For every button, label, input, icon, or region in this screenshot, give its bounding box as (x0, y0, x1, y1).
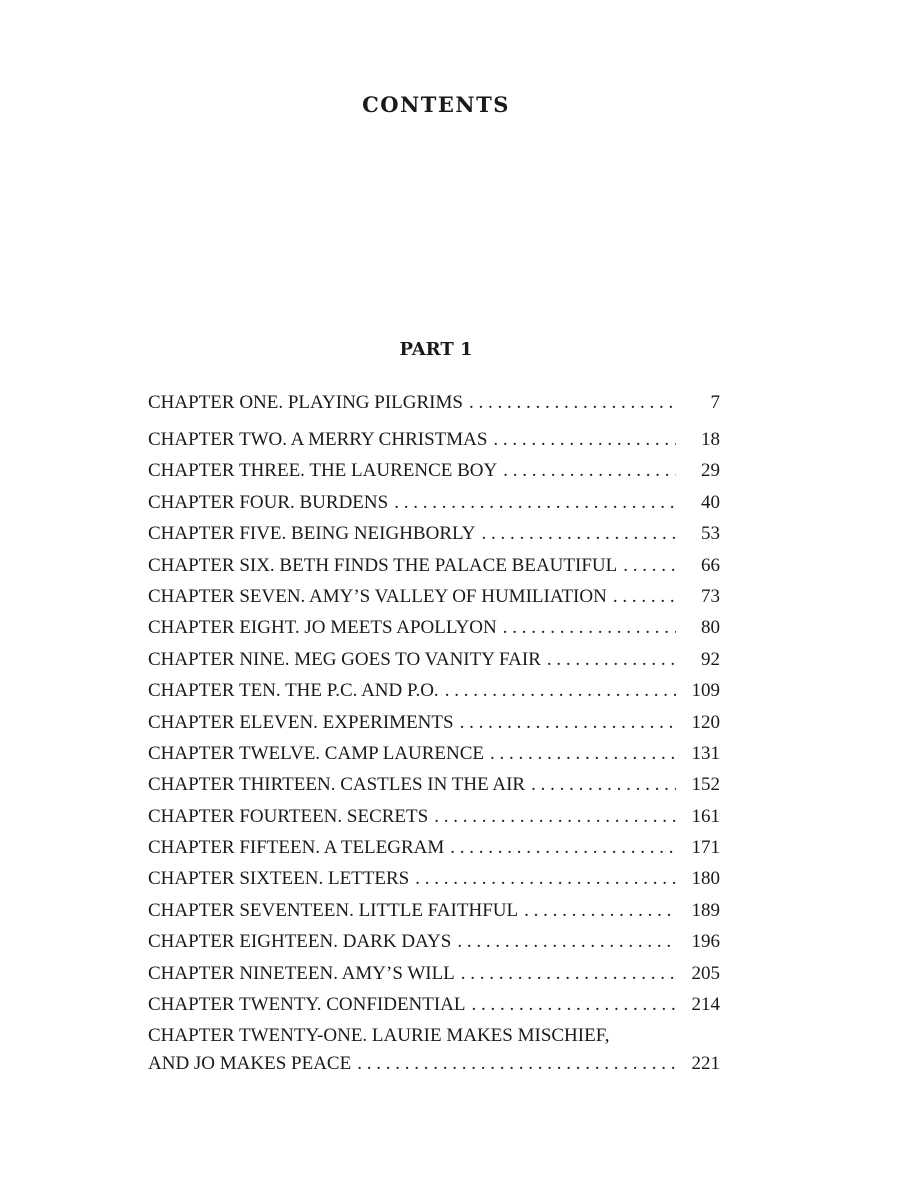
dot-leader (524, 897, 676, 925)
page-number: 92 (701, 648, 720, 670)
chapter-title: CHAPTER SEVEN. AMY’S VALLEY OF HUMILIATION (148, 583, 613, 611)
page-number: 7 (710, 392, 720, 413)
page-number: 131 (691, 742, 720, 764)
page-number: 18 (701, 429, 720, 450)
dot-leader (450, 834, 676, 862)
page-number: 29 (701, 460, 720, 482)
chapter-title: CHAPTER TWELVE. CAMP LAURENCE (148, 740, 490, 768)
dot-leader (547, 646, 676, 674)
page-number: 40 (701, 491, 720, 513)
page-number: 214 (691, 994, 720, 1016)
toc-entry[interactable] (148, 740, 720, 771)
page-number: 120 (691, 711, 720, 733)
page-number: 205 (691, 962, 720, 984)
chapter-title: CHAPTER FIVE. BEING NEIGHBORLY (148, 520, 481, 548)
toc-entry[interactable] (148, 552, 720, 583)
page-number: 161 (691, 805, 720, 827)
toc-entry[interactable] (148, 457, 720, 488)
toc-entry[interactable] (148, 583, 720, 614)
dot-leader (623, 552, 676, 580)
chapter-title: CHAPTER NINETEEN. AMY’S WILL (148, 960, 461, 988)
page-title: CONTENTS (362, 92, 510, 117)
toc-entry[interactable] (148, 614, 720, 645)
toc-entry[interactable] (148, 928, 720, 959)
page-number: 66 (701, 554, 720, 576)
page-number: 152 (691, 774, 720, 796)
toc-entry[interactable] (148, 389, 720, 426)
page-number: 196 (691, 931, 720, 953)
dot-leader (531, 771, 676, 799)
dot-leader (415, 865, 676, 893)
chapter-title-line-1: CHAPTER TWENTY-ONE. LAURIE MAKES MISCHIEF, (148, 1025, 610, 1047)
chapter-title: CHAPTER ONE. PLAYING PILGRIMS (148, 389, 469, 417)
dot-leader (503, 614, 676, 642)
toc-entry[interactable] (148, 426, 720, 457)
dot-leader (457, 928, 676, 956)
page-number: 189 (691, 899, 720, 921)
table-of-contents (148, 389, 720, 1082)
chapter-title: CHAPTER SEVENTEEN. LITTLE FAITHFUL (148, 897, 524, 925)
dot-leader (394, 489, 676, 517)
dot-leader (434, 803, 676, 831)
toc-entry[interactable] (148, 646, 720, 677)
toc-entry[interactable] (148, 991, 720, 1022)
dot-leader (481, 520, 676, 548)
dot-leader (445, 677, 676, 705)
chapter-title: CHAPTER EIGHTEEN. DARK DAYS (148, 928, 457, 956)
toc-entry[interactable] (148, 771, 720, 802)
toc-entry[interactable] (148, 709, 720, 740)
page-number: 73 (701, 585, 720, 607)
chapter-title: CHAPTER TEN. THE P.C. AND P.O. (148, 677, 445, 705)
page-number: 53 (701, 523, 720, 545)
chapter-title: CHAPTER THREE. THE LAURENCE BOY (148, 457, 503, 485)
toc-entry[interactable] (148, 865, 720, 896)
page-number: 221 (691, 1053, 720, 1075)
dot-leader (503, 457, 676, 485)
toc-entry[interactable] (148, 834, 720, 865)
page-number: 80 (701, 617, 720, 639)
toc-entry[interactable] (148, 897, 720, 928)
toc-entry[interactable] (148, 1022, 720, 1082)
dot-leader (469, 389, 676, 417)
chapter-title: CHAPTER FIFTEEN. A TELEGRAM (148, 834, 450, 862)
dot-leader (613, 583, 676, 611)
part-heading: PART 1 (399, 339, 473, 360)
toc-entry[interactable] (148, 489, 720, 520)
dot-leader (490, 740, 676, 768)
dot-leader (461, 960, 676, 988)
page-number: 109 (691, 680, 720, 702)
chapter-title: CHAPTER THIRTEEN. CASTLES IN THE AIR (148, 771, 531, 799)
page-number: 171 (691, 837, 720, 859)
page-number: 180 (691, 868, 720, 890)
chapter-title: CHAPTER SIX. BETH FINDS THE PALACE BEAUTIFUL (148, 552, 623, 580)
chapter-title: CHAPTER TWO. A MERRY CHRISTMAS (148, 426, 493, 454)
chapter-title: CHAPTER FOUR. BURDENS (148, 489, 394, 517)
dot-leader (357, 1050, 676, 1078)
chapter-title: CHAPTER TWENTY. CONFIDENTIAL (148, 991, 472, 1019)
chapter-title: CHAPTER ELEVEN. EXPERIMENTS (148, 709, 460, 737)
dot-leader (472, 991, 676, 1019)
chapter-title: CHAPTER NINE. MEG GOES TO VANITY FAIR (148, 646, 547, 674)
toc-entry[interactable] (148, 803, 720, 834)
chapter-title: CHAPTER EIGHT. JO MEETS APOLLYON (148, 614, 503, 642)
dot-leader (493, 426, 676, 454)
chapter-title-line-2: AND JO MAKES PEACE (148, 1050, 357, 1078)
toc-entry[interactable] (148, 520, 720, 551)
toc-entry[interactable] (148, 960, 720, 991)
toc-entry[interactable] (148, 677, 720, 708)
chapter-title: CHAPTER SIXTEEN. LETTERS (148, 865, 415, 893)
dot-leader (460, 709, 676, 737)
chapter-title: CHAPTER FOURTEEN. SECRETS (148, 803, 434, 831)
